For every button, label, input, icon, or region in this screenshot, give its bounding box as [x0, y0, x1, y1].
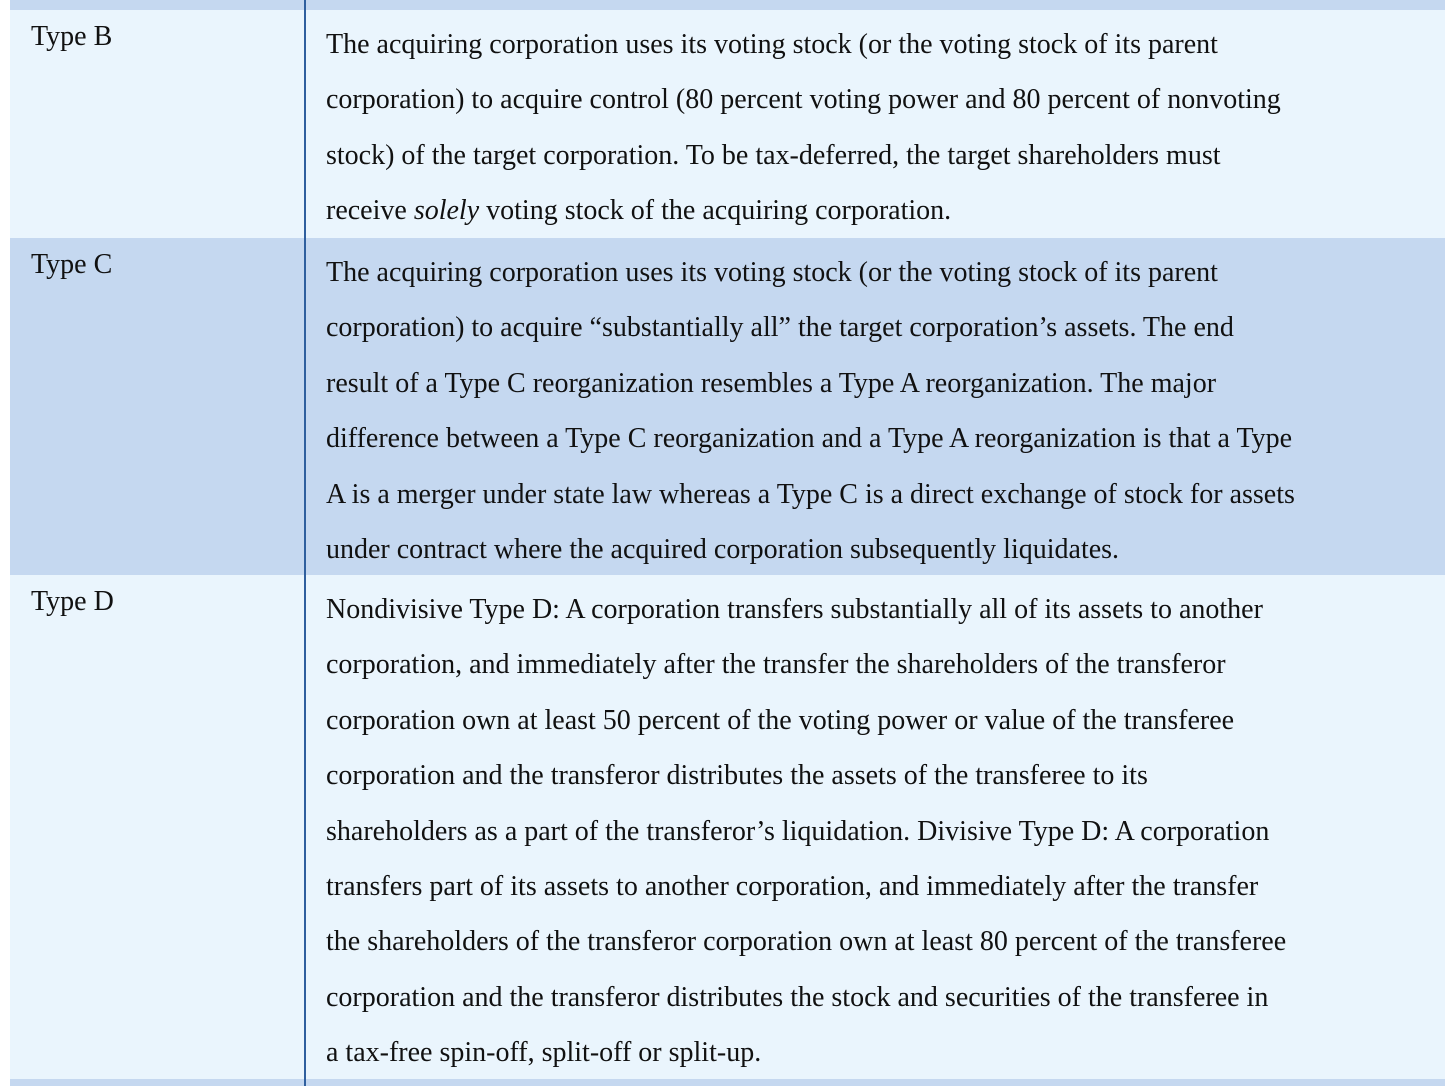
description-line: corporation own at least 50 percent of the voting power or value of the transferee	[326, 704, 1235, 736]
description-line: a tax-free spin-off, split-off or split-up.	[326, 1037, 762, 1069]
description-line: the shareholders of the transferor corporation own at least 80 percent of the transferee	[326, 926, 1287, 958]
description-line: under contract where the acquired corporation subsequently liquidates.	[326, 534, 1120, 566]
table-row-type-d	[10, 575, 1445, 1079]
emphasis-text: solely	[413, 195, 480, 227]
description-line: Nondivisive Type D: A corporation transfers substantially all of its assets to another	[326, 594, 1263, 625]
description-line	[326, 183, 1438, 238]
table-row-type-c	[10, 238, 1445, 575]
description-line: transfers part of its assets to another corporation, and immediately after the transfer	[326, 871, 1259, 903]
type-label: Type C	[31, 249, 113, 280]
description-line: corporation and the transferor distributes the stock and securities of the transferee in	[326, 981, 1269, 1013]
type-description	[326, 245, 1438, 577]
description-line: corporation) to acquire “substantially all” the target corporation’s assets. The end	[326, 312, 1234, 344]
description-text: receive	[326, 195, 414, 227]
description-line: The acquiring corporation uses its voting stock (or the voting stock of its parent	[326, 29, 1218, 60]
description-text: voting stock of the acquiring corporation.	[479, 195, 952, 227]
description-line: shareholders as a part of the transferor’s liquidation. Divisive Type D: A corporation	[326, 815, 1270, 847]
description-line: corporation, and immediately after the transfer the shareholders of the transferor	[326, 649, 1226, 681]
description-line: corporation) to acquire control (80 percent voting power and 80 percent of nonvoting	[326, 84, 1281, 116]
description-line: A is a merger under state law whereas a Type C is a direct exchange of stock for assets	[326, 478, 1295, 510]
reorganization-types-table	[10, 0, 1445, 1086]
description-line: corporation and the transferor distributes the assets of the transferee to its	[326, 760, 1148, 792]
column-divider	[304, 0, 306, 1086]
description-line: stock) of the target corporation. To be tax-deferred, the target shareholders must	[326, 139, 1221, 171]
description-line: difference between a Type C reorganization and a Type A reorganization is that a Type	[326, 423, 1293, 455]
type-label: Type D	[31, 586, 114, 617]
type-label: Type B	[31, 21, 113, 52]
type-description	[326, 582, 1438, 1081]
type-description	[326, 17, 1438, 239]
table-row-type-b	[10, 10, 1445, 238]
description-line: result of a Type C reorganization resembles a Type A reorganization. The major	[326, 367, 1217, 399]
description-line: The acquiring corporation uses its voting stock (or the voting stock of its parent	[326, 257, 1218, 288]
